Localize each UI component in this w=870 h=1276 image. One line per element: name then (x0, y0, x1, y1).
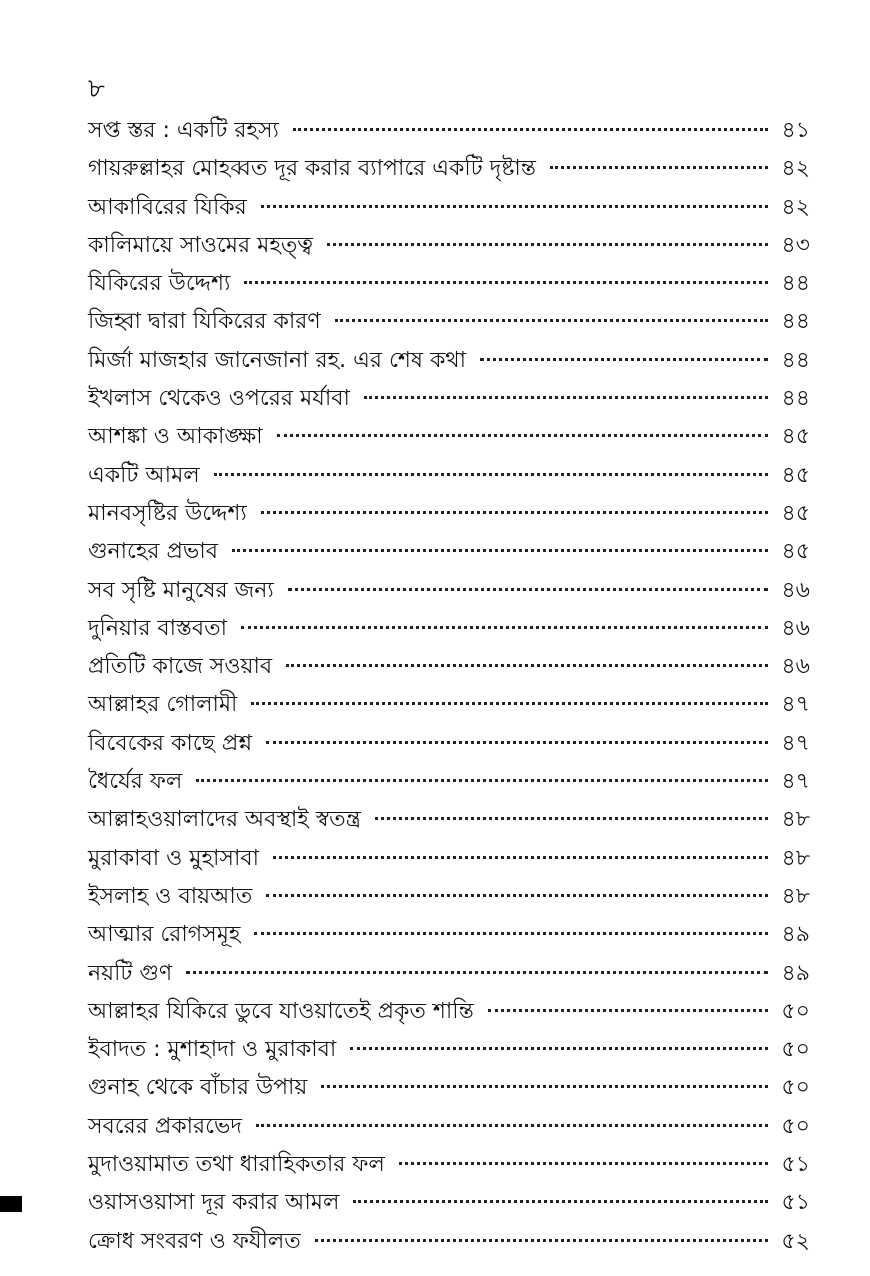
toc-dot-leader (321, 1085, 768, 1088)
toc-entry-page: ৪৭ (781, 769, 810, 795)
toc-entry (88, 840, 810, 878)
toc-entry-page: ৪৬ (781, 577, 810, 603)
table-of-contents (88, 112, 810, 1261)
toc-entry-page: ৪৯ (781, 960, 810, 986)
toc-entry-title: আল্লাহর গোলামী (88, 692, 238, 718)
toc-entry-title: আকাবিরের যিকির (88, 194, 247, 220)
toc-entry-title: যিকিরের উদ্দেশ্য (88, 271, 231, 297)
toc-entry-page: ৪৪ (781, 309, 810, 335)
toc-entry-page: ৪৫ (781, 539, 810, 565)
toc-entry (88, 801, 810, 839)
toc-dot-leader (186, 971, 768, 974)
toc-entry (88, 572, 810, 610)
toc-dot-leader (273, 856, 768, 859)
toc-entry (88, 916, 810, 954)
toc-entry-page: ৪৮ (781, 807, 810, 833)
toc-entry-page: ৫০ (781, 998, 810, 1024)
toc-entry-title: নয়টি গুণ (88, 960, 173, 986)
toc-dot-leader (350, 1047, 768, 1050)
toc-entry (88, 303, 810, 341)
toc-entry-page: ৪৫ (781, 462, 810, 488)
toc-entry (88, 686, 810, 724)
toc-dot-leader (364, 396, 768, 399)
toc-dot-leader (254, 932, 768, 935)
toc-dot-leader (214, 473, 768, 476)
toc-entry-title: গুনাহ থেকে বাঁচার উপায় (88, 1075, 308, 1101)
toc-entry-page: ৫০ (781, 1075, 810, 1101)
toc-entry (88, 763, 810, 801)
toc-entry-title: গুনাহের প্রভাব (88, 539, 218, 565)
toc-entry (88, 725, 810, 763)
toc-entry-page: ৪৭ (781, 730, 810, 756)
toc-dot-leader (288, 588, 768, 591)
toc-dot-leader (335, 319, 768, 322)
toc-dot-leader (399, 1162, 768, 1165)
toc-dot-leader (353, 1200, 768, 1203)
toc-entry-title: দুনিয়ার বাস্তবতা (88, 615, 227, 641)
toc-entry (88, 878, 810, 916)
toc-entry-page: ৫২ (781, 1228, 810, 1254)
toc-dot-leader (315, 1239, 768, 1242)
toc-entry-page: ৪৪ (781, 386, 810, 412)
toc-dot-leader (375, 817, 768, 820)
toc-entry-page: ৪৬ (781, 654, 810, 680)
toc-entry-title: কালিমায়ে সাওমের মহত্ত্ব (88, 232, 314, 258)
toc-entry (88, 648, 810, 686)
toc-dot-leader (327, 243, 768, 246)
toc-entry (88, 495, 810, 533)
toc-entry-title: ওয়াসওয়াসা দূর করার আমল (88, 1190, 340, 1216)
toc-entry (88, 1146, 810, 1184)
toc-dot-leader (241, 626, 768, 629)
toc-entry-title: ক্রোধ সংবরণ ও ফযীলত (88, 1228, 301, 1254)
toc-entry (88, 380, 810, 418)
toc-entry-title: সবরের প্রকারভেদ (88, 1113, 242, 1139)
toc-entry-page: ৪৫ (781, 500, 810, 526)
toc-entry-title: ইবাদত : মুশাহাদা ও মুরাকাবা (88, 1037, 337, 1063)
toc-entry-page: ৪৫ (781, 424, 810, 450)
toc-entry-page: ৪৪ (781, 347, 810, 373)
toc-entry (88, 993, 810, 1031)
toc-entry-page: ৪৭ (781, 692, 810, 718)
toc-dot-leader (293, 128, 768, 131)
toc-entry (88, 533, 810, 571)
toc-dot-leader (550, 166, 768, 169)
toc-entry-title: ইসলাহ ও বায়আত (88, 883, 253, 909)
toc-entry-title: আশঙ্কা ও আকাঙ্ক্ষা (88, 424, 263, 450)
toc-dot-leader (196, 779, 768, 782)
toc-entry-title: আল্লাহর যিকিরে ডুবে যাওয়াতেই প্রকৃত শান্তি (88, 998, 474, 1024)
toc-entry-page: ৪৯ (781, 922, 810, 948)
toc-entry (88, 227, 810, 265)
toc-entry-title: প্রতিটি কাজে সওয়াব (88, 654, 273, 680)
toc-dot-leader (266, 741, 768, 744)
toc-entry-title: বিবেকের কাছে প্রশ্ন (88, 730, 253, 756)
toc-entry (88, 112, 810, 150)
toc-entry (88, 265, 810, 303)
toc-entry-page: ৪২ (781, 194, 810, 220)
page-number: ৮ (88, 74, 105, 104)
toc-entry-title: সব সৃষ্টি মানুষের জন্য (88, 577, 274, 603)
toc-entry-page: ৪১ (781, 118, 810, 143)
toc-entry-title: আল্লাহওয়ালাদের অবস্থাই স্বতন্ত্র (88, 807, 361, 833)
toc-entry-page: ৪৮ (781, 845, 810, 871)
toc-entry-title: মির্জা মাজহার জানেজানা রহ. এর শেষ কথা (88, 347, 467, 373)
toc-dot-leader (261, 511, 768, 514)
toc-entry-title: মানবসৃষ্টির উদ্দেশ্য (88, 500, 247, 526)
toc-entry-page: ৫০ (781, 1037, 810, 1063)
toc-entry-page: ৪৪ (781, 271, 810, 297)
toc-entry-page: ৫১ (781, 1190, 810, 1216)
toc-entry-title: সপ্ত স্তর : একটি রহস্য (88, 118, 279, 143)
toc-entry-title: একটি আমল (88, 462, 200, 488)
toc-dot-leader (277, 434, 768, 437)
toc-entry-title: গায়রুল্লাহর মোহব্বত দূর করার ব্যাপারে একটি দৃষ্টান্ত (88, 156, 536, 182)
toc-entry (88, 418, 810, 456)
toc-entry-page: ৪৮ (781, 883, 810, 909)
toc-dot-leader (261, 205, 768, 208)
toc-entry (88, 1223, 810, 1261)
toc-entry-title: ইখলাস থেকেও ওপরের মর্যাবা (88, 386, 350, 412)
toc-entry-page: ৫১ (781, 1152, 810, 1178)
toc-dot-leader (232, 549, 768, 552)
toc-entry-page: ৪৬ (781, 615, 810, 641)
toc-entry (88, 1184, 810, 1222)
toc-entry (88, 1108, 810, 1146)
toc-entry-title: মুরাকাবা ও মুহাসাবা (88, 845, 259, 871)
toc-entry (88, 150, 810, 188)
toc-entry (88, 955, 810, 993)
toc-entry (88, 610, 810, 648)
toc-dot-leader (256, 1124, 768, 1127)
margin-scan-mark (0, 1196, 22, 1212)
toc-dot-leader (244, 281, 768, 284)
toc-entry-title: ধৈর্যের ফল (88, 769, 183, 795)
toc-entry (88, 1069, 810, 1107)
toc-entry-title: জিহ্বা দ্বারা যিকিরের কারণ (88, 309, 321, 335)
toc-dot-leader (480, 358, 768, 361)
toc-entry (88, 457, 810, 495)
toc-entry-page: ৫০ (781, 1113, 810, 1139)
toc-dot-leader (251, 702, 768, 705)
toc-entry (88, 189, 810, 227)
toc-entry-page: ৪৩ (781, 232, 810, 258)
toc-entry (88, 1031, 810, 1069)
toc-dot-leader (488, 1009, 768, 1012)
toc-entry-page: ৪২ (781, 156, 810, 182)
toc-entry (88, 342, 810, 380)
toc-entry-title: মুদাওয়ামাত তথা ধারাহিকতার ফল (88, 1152, 385, 1178)
toc-dot-leader (266, 894, 768, 897)
toc-dot-leader (286, 664, 768, 667)
toc-entry-title: আত্মার রোগসমূহ (88, 922, 241, 948)
